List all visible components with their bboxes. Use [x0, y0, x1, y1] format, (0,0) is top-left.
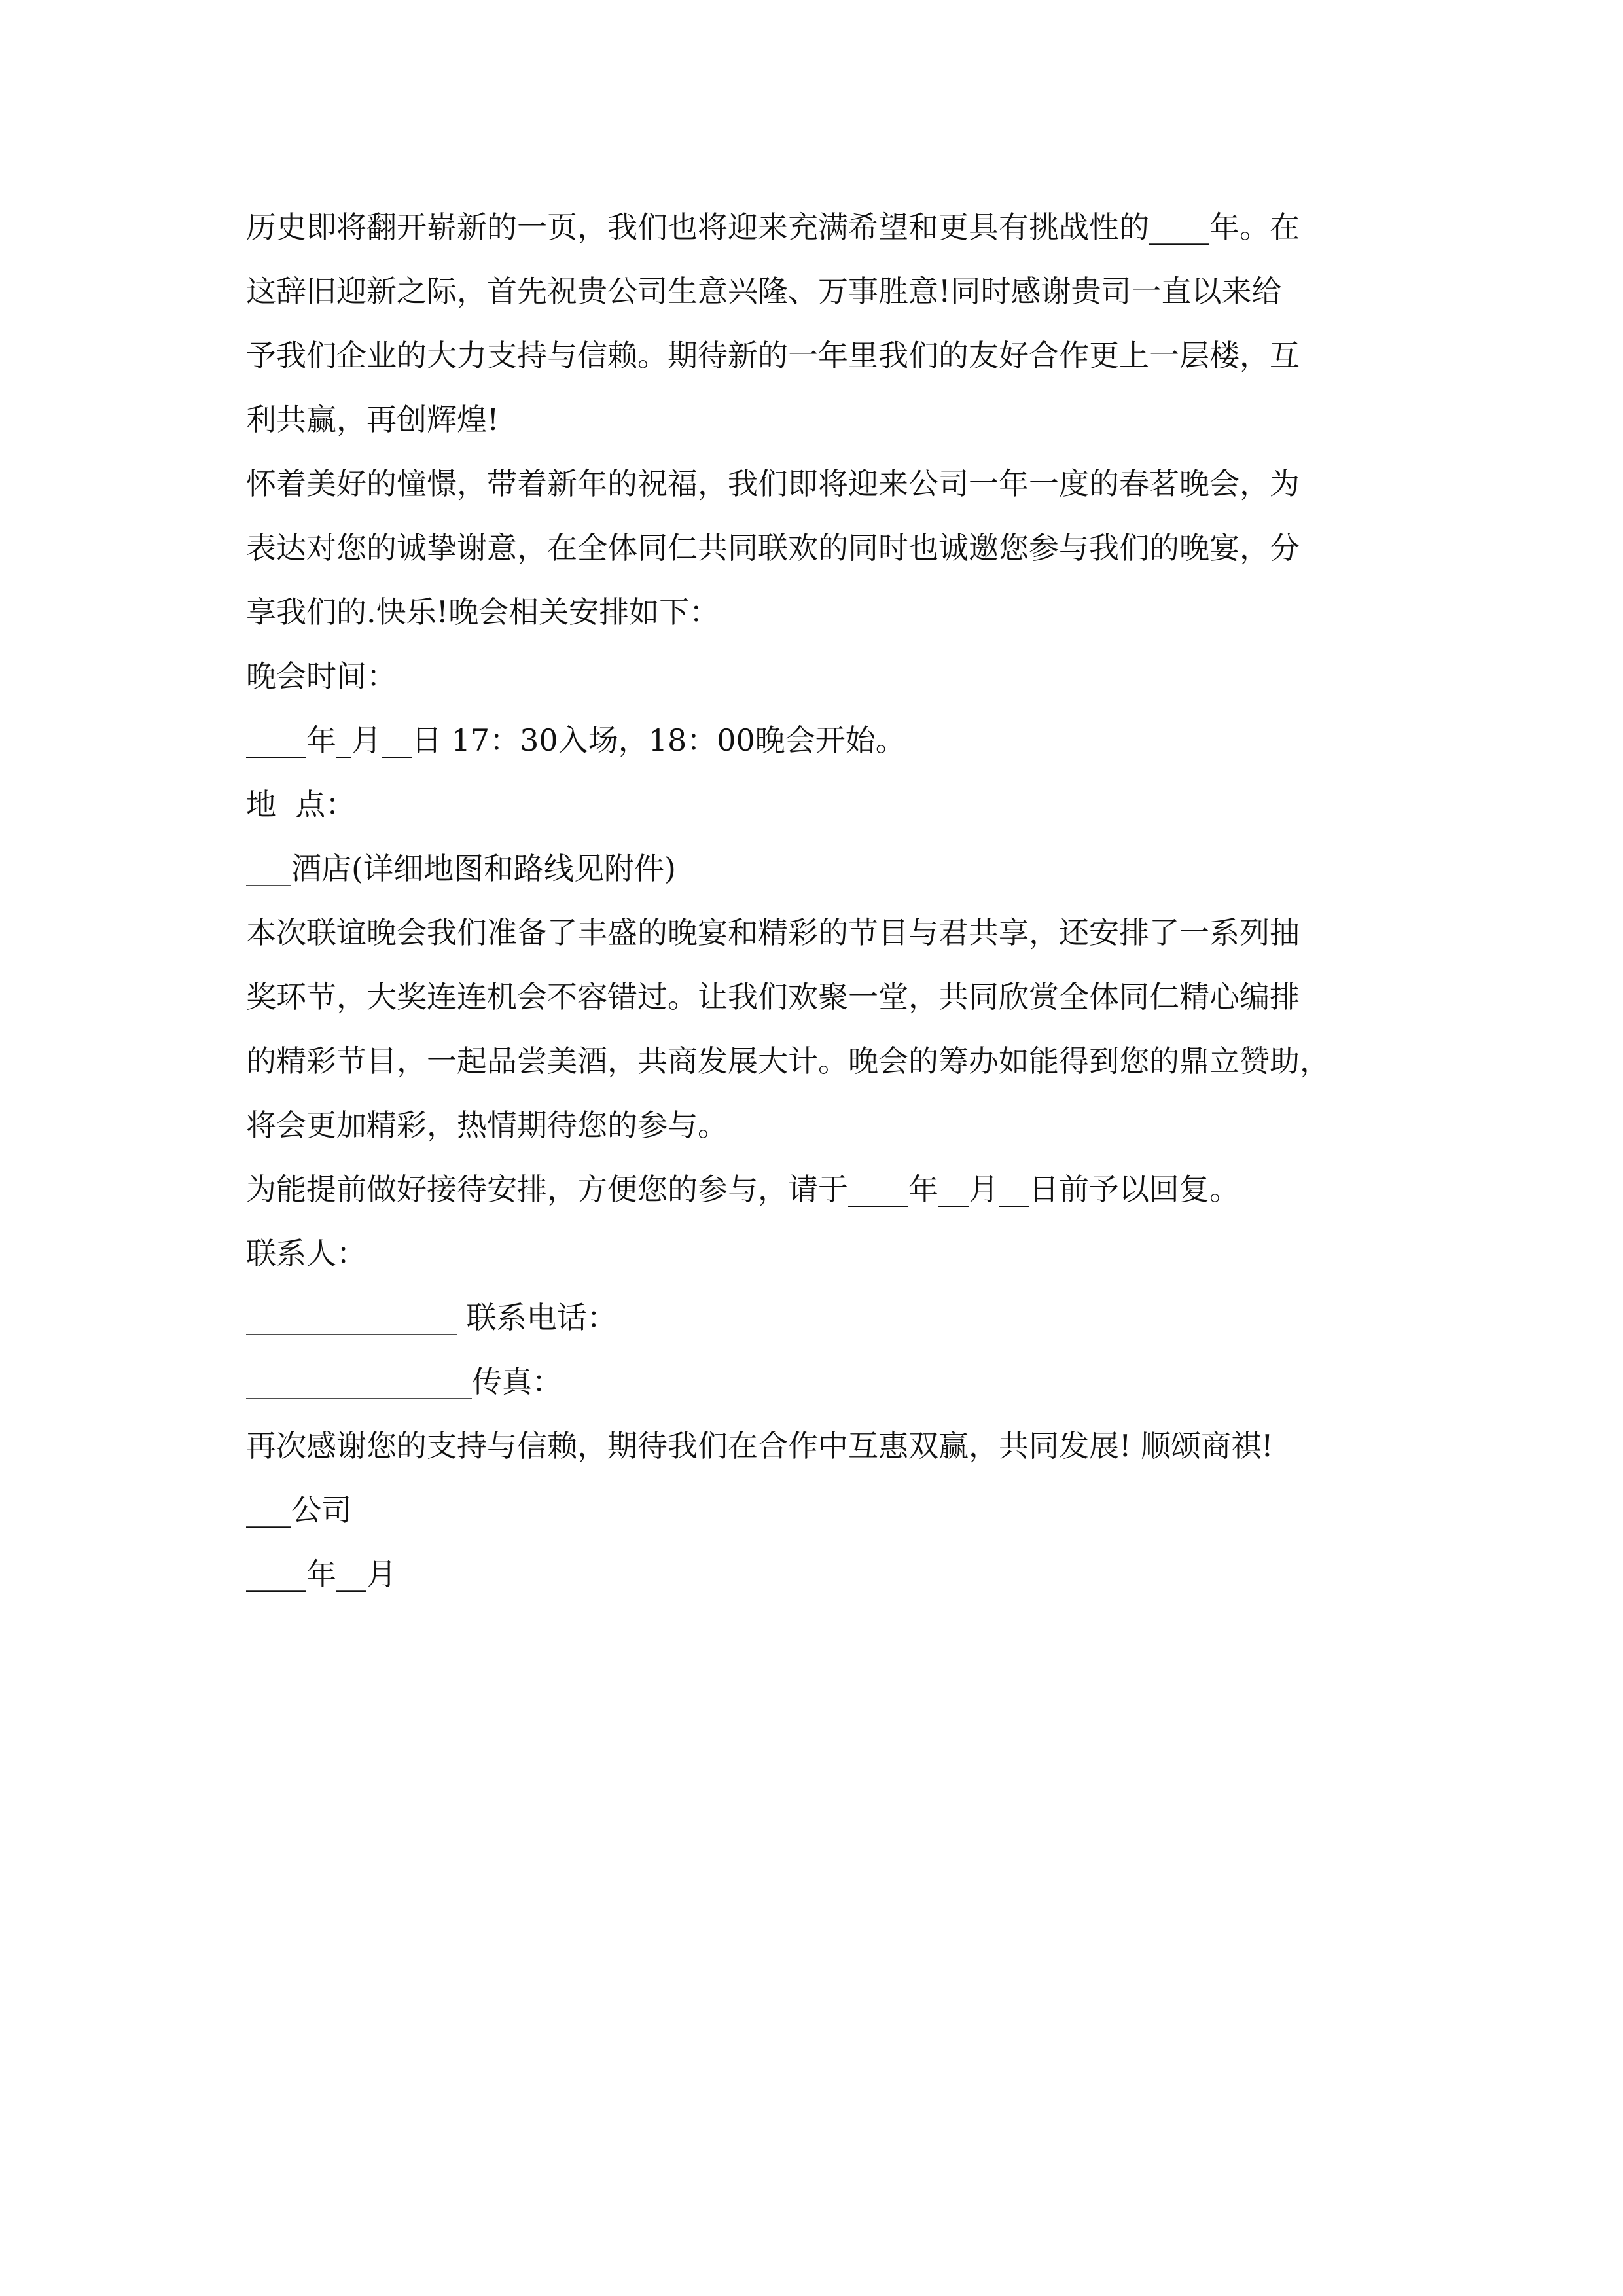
paragraph-line: 怀着美好的憧憬，带着新年的祝福，我们即将迎来公司一年一度的春茗晚会，为 [246, 466, 1300, 501]
paragraph-line: 表达对您的诚挚谢意，在全体同仁共同联欢的同时也诚邀您参与我们的晚宴，分 [246, 530, 1300, 565]
fax-line: _______________传真： [246, 1364, 562, 1399]
contact-person-label: 联系人： [246, 1236, 366, 1271]
event-location-value: ___酒店(详细地图和路线见附件) [246, 851, 676, 886]
paragraph-line: 本次联谊晚会我们准备了丰盛的晚宴和精彩的节目与君共享，还安排了一系列抽 [246, 915, 1300, 950]
paragraph-line: 的精彩节目，一起品尝美酒，共商发展大计。晚会的筹办如能得到您的鼎立赞助， [246, 1043, 1330, 1079]
rsvp-line: 为能提前做好接待安排，方便您的参与，请于____年__月__日前予以回复。 [246, 1172, 1240, 1207]
paragraph-line: 奖环节，大奖连连机会不容错过。让我们欢聚一堂，共同欣赏全体同仁精心编排 [246, 979, 1300, 1014]
paragraph-line: 这辞旧迎新之际，首先祝贵公司生意兴隆、万事胜意!同时感谢贵司一直以来给 [246, 274, 1282, 309]
paragraph-line: 历史即将翻开崭新的一页，我们也将迎来充满希望和更具有挑战性的____年。在 [246, 209, 1300, 245]
signature-company: ___公司 [246, 1492, 351, 1528]
closing-line: 再次感谢您的支持与信赖，期待我们在合作中互惠双赢，共同发展! 顺颂商祺! [246, 1428, 1274, 1463]
event-time-value: ____年_月__日 17：30入场，18：00晚会开始。 [246, 723, 906, 758]
paragraph-line: 享我们的.快乐!晚会相关安排如下： [246, 594, 720, 630]
event-location-label: 地 点： [246, 787, 356, 822]
paragraph-line: 利共赢，再创辉煌! [246, 402, 499, 437]
signature-date: ____年__月 [246, 1556, 397, 1592]
event-time-label: 晚会时间： [246, 658, 397, 694]
letter-body [246, 195, 1385, 1606]
paragraph-line: 予我们企业的大力支持与信赖。期待新的一年里我们的友好合作更上一层楼，互 [246, 338, 1300, 373]
contact-phone-line: ______________ 联系电话： [246, 1300, 617, 1335]
paragraph-line: 将会更加精彩，热情期待您的参与。 [246, 1107, 728, 1143]
